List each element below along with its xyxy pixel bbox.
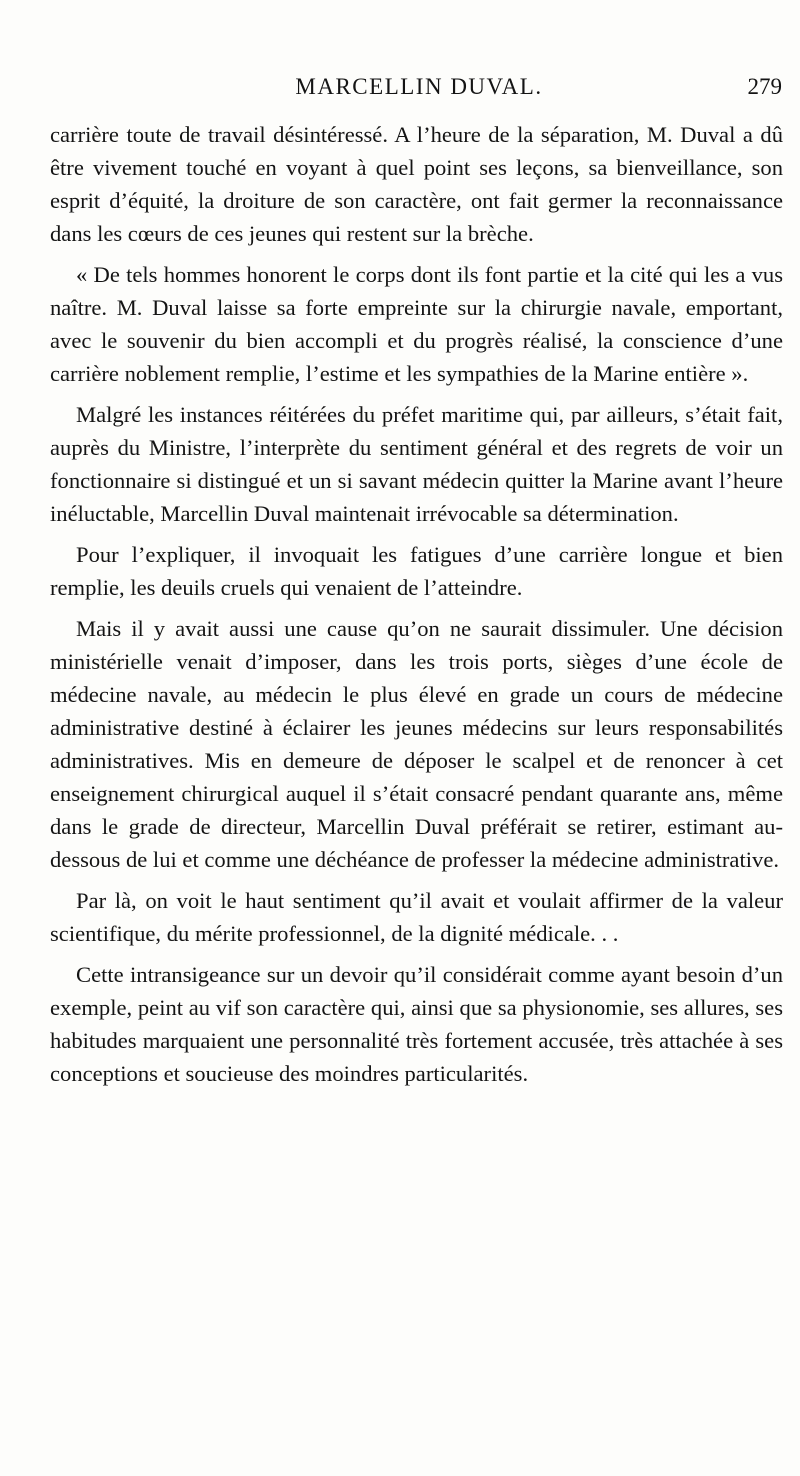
paragraph: Par là, on voit le haut sentiment qu’il avait et voulait affirmer de la valeur scientifique, du mérite professionnel, de la dignité médicale. . . [50,888,783,946]
page-number: 279 [747,74,782,99]
body-text [50,118,783,1098]
paragraph: Pour l’expliquer, il invoquait les fatigues d’une carrière longue et bien remplie, les deuils cruels qui venaient de l’atteindre. [50,542,783,600]
paragraph-continued: carrière toute de travail désintéressé. A l’heure de la séparation, M. Duval a dû être vivement touché en voyant à quel point ses leçons, sa bienveillance, son esprit d’équité, la droiture de son caractère, ont fait germer la reconnaissance dans les cœurs de ces jeunes qui restent sur la brèche. [50,122,783,246]
paragraph: Cette intransigeance sur un devoir qu’il considérait comme ayant besoin d’un exemple, peint au vif son caractère qui, ainsi que sa physionomie, ses allures, ses habitudes marquaient une personnalité très fortement accusée, très attachée à ses conceptions et soucieuse des moindres particularités. [50,962,783,1086]
paragraph-quotation: « De tels hommes honorent le corps dont ils font partie et la cité qui les a vus naître. M. Duval laisse sa forte empreinte sur la chirurgie navale, emportant, avec le souvenir du bien accompli et du progrès réalisé, la conscience d’une carrière noblement remplie, l’estime et les sympathies de la Marine entière ». [50,262,783,386]
running-head [56,74,782,108]
running-title: MARCELLIN DUVAL. [295,74,543,99]
paragraph: Mais il y avait aussi une cause qu’on ne saurait dissimuler. Une décision ministérielle venait d’imposer, dans les trois ports, sièges d’une école de médecine navale, au médecin le plus élevé en grade un cours de médecine administrative destiné à éclairer les jeunes médecins sur leurs responsabilités administratives. Mis en demeure de déposer le scalpel et de renoncer à cet enseignement chirurgical auquel il s’était consacré pendant quarante ans, même dans le grade de directeur, Marcellin Duval préférait se retirer, estimant au-dessous de lui et comme une déchéance de professer la médecine administrative. [50,616,783,872]
paragraph: Malgré les instances réitérées du préfet maritime qui, par ailleurs, s’était fait, auprès du Ministre, l’interprète du sentiment général et des regrets de voir un fonctionnaire si distingué et un si savant médecin quitter la Marine avant l’heure inéluctable, Marcellin Duval maintenait irrévocable sa détermination. [50,402,783,526]
